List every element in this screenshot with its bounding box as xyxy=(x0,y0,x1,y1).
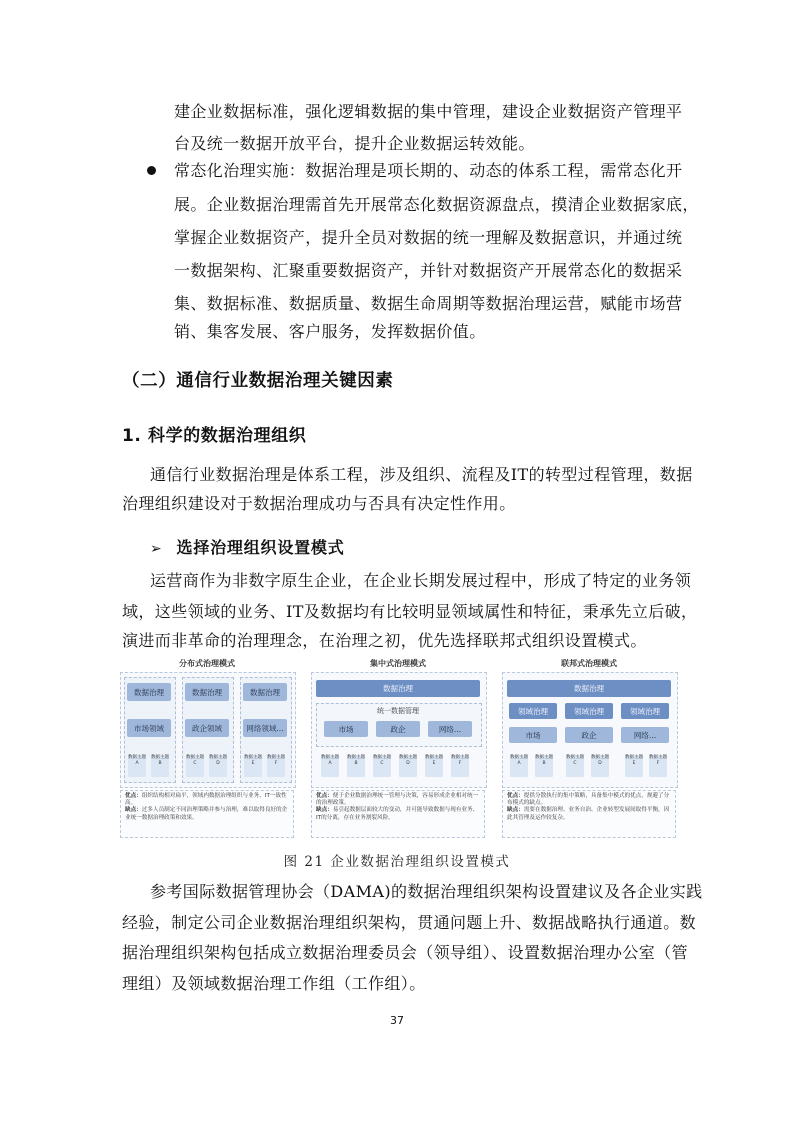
paragraph-line: 销、集客发展、客户服务，发挥数据价值。 xyxy=(174,322,486,341)
subject-box: 数据主题D xyxy=(209,755,227,777)
distributed-note xyxy=(120,790,294,838)
paragraph-line: 一数据架构、汇聚重要数据资产，并针对数据资产开展常态化的数据采 xyxy=(174,261,683,280)
domain-box: 政企 xyxy=(565,727,613,743)
governance-box: 数据治理 xyxy=(243,683,287,701)
arrow-bullet-icon: ➢ xyxy=(150,541,163,557)
paragraph-line: 掌握企业数据资产，提升全员对数据的统一理解及数据意识，并通过统 xyxy=(174,228,683,247)
domain-governance-box: 领域治理 xyxy=(509,703,557,719)
paragraph-line: 建企业数据标准，强化逻辑数据的集中管理，建设企业数据资产管理平 xyxy=(174,102,683,121)
domain-box: 网络... xyxy=(428,721,472,737)
governance-box: 数据治理 xyxy=(507,680,671,697)
paragraph-line: 集、数据标准、数据质量、数据生命周期等数据治理运营，赋能市场营 xyxy=(174,294,683,313)
cons-text: 易引起数据层面较大的变动，并可能导致数据与现有业务、IT的分离，存在业务割裂风险。 xyxy=(316,807,479,821)
centralized-panel xyxy=(311,672,487,788)
section-heading: （二）通信行业数据治理关键因素 xyxy=(122,371,394,391)
subject-box: 数据主题E xyxy=(425,755,443,777)
subject-box: 数据主题A xyxy=(510,755,528,777)
subject-box: 数据主题B xyxy=(347,755,365,777)
governance-box: 数据治理 xyxy=(185,683,229,701)
paragraph-line: 理组）及领域数据治理工作组（工作组）。 xyxy=(122,974,426,993)
paragraph-line: 运营商作为非数字原生企业，在企业长期发展过程中，形成了特定的业务领 xyxy=(150,571,692,590)
paragraph-line: 演进而非革命的治理理念，在治理之初，优先选择联邦式组织设置模式。 xyxy=(122,631,647,650)
pros-text: 便于企业数据治理统一管理与决策，容易形成企业相对统一的治理政策。 xyxy=(316,793,479,807)
subject-box: 数据主题F xyxy=(451,755,469,777)
subject-box: 数据主题E xyxy=(244,755,262,777)
subject-box: 数据主题E xyxy=(625,755,643,777)
subject-box: 数据主题B xyxy=(151,755,169,777)
pros-text: 组织结构相对扁平，领域内数据治理组织与业务、IT一致性高。 xyxy=(125,793,287,807)
page-number: 37 xyxy=(390,1014,404,1027)
figure-caption: 图 21 企业数据治理组织设置模式 xyxy=(283,854,511,870)
paragraph-line: 台及统一数据开放平台，提升企业数据运转效能。 xyxy=(174,134,535,153)
paragraph-line: 参考国际数据管理协会（DAMA)的数据治理组织架构设置建议及各企业实践 xyxy=(150,882,703,901)
domain-box: 政企领域 xyxy=(185,719,229,737)
pros-label: 优点： xyxy=(507,793,524,799)
bullet-icon xyxy=(147,166,156,175)
subject-box: 数据主题D xyxy=(591,755,609,777)
federated-title: 联邦式治理模式 xyxy=(561,659,617,668)
federated-note xyxy=(502,790,676,838)
subject-box: 数据主题C xyxy=(373,755,391,777)
cons-text: 需要在数据治理、业务自治、企业转型发展间取得平衡，因此其管理及运作较复杂。 xyxy=(507,807,670,821)
distributed-panel xyxy=(120,672,296,788)
paragraph-line: 域，这些领域的业务、IT及数据均有比较明显领域属性和特征，秉承先立后破， xyxy=(122,602,698,621)
pros-text: 提供分散执行的集中策略，具备集中模式的优点，规避了分布模式的缺点。 xyxy=(507,793,670,807)
domain-governance-box: 领域治理 xyxy=(565,703,613,719)
subject-box: 数据主题F xyxy=(267,755,285,777)
paragraph-line: 经验，制定公司企业数据治理组织架构，贯通问题上升、数据战略执行通道。数 xyxy=(122,913,697,932)
subject-box: 数据主题A xyxy=(321,755,339,777)
governance-box: 数据治理 xyxy=(316,680,480,697)
subject-box: 数据主题B xyxy=(535,755,553,777)
domain-box: 政企 xyxy=(376,721,420,737)
governance-mode-figure xyxy=(120,658,676,842)
subject-box: 数据主题D xyxy=(399,755,417,777)
subject-box: 数据主题C xyxy=(566,755,584,777)
paragraph-line: 治理组织建设对于数据治理成功与否具有决定性作用。 xyxy=(122,494,516,513)
unified-label: 统一数据管理 xyxy=(377,707,419,715)
centralized-title: 集中式治理模式 xyxy=(370,659,426,668)
domain-box: 市场 xyxy=(509,727,557,743)
pros-label: 优点： xyxy=(316,793,333,799)
domain-governance-box: 领域治理 xyxy=(621,703,669,719)
federated-panel xyxy=(502,672,678,788)
paragraph-line: 据治理组织架构包括成立数据治理委员会（领导组）、设置数据治理办公室（管 xyxy=(122,943,689,962)
domain-box: 市场领域 xyxy=(127,719,171,737)
cons-label: 缺点： xyxy=(316,807,333,814)
cons-label: 缺点： xyxy=(125,807,142,814)
sub-subsection-heading xyxy=(150,535,345,558)
paragraph-line: 常态化治理实施：数据治理是项长期的、动态的体系工程，需常态化开 xyxy=(174,161,683,180)
domain-box: 网络... xyxy=(621,727,669,743)
cons-text: 过多人员制定不同治理策略并参与治理，难以取得良好的企业统一数据治理政策和效果。 xyxy=(125,807,288,821)
domain-box: 网络领域... xyxy=(243,719,287,737)
pros-label: 优点： xyxy=(125,793,142,799)
domain-box: 市场 xyxy=(324,721,368,737)
heading-text: 选择治理组织设置模式 xyxy=(176,538,345,557)
paragraph-line: 展。企业数据治理需首先开展常态化数据资源盘点，摸清企业数据家底， xyxy=(174,195,699,214)
subject-box: 数据主题C xyxy=(186,755,204,777)
subject-box: 数据主题F xyxy=(649,755,667,777)
subsection-heading: 1. 科学的数据治理组织 xyxy=(122,426,307,446)
distributed-title: 分布式治理模式 xyxy=(179,659,235,668)
cons-label: 缺点： xyxy=(507,807,524,814)
governance-box: 数据治理 xyxy=(127,683,171,701)
paragraph-line: 通信行业数据治理是体系工程，涉及组织、流程及IT的转型过程管理，数据 xyxy=(150,465,693,484)
centralized-note xyxy=(311,790,485,838)
subject-box: 数据主题A xyxy=(128,755,146,777)
